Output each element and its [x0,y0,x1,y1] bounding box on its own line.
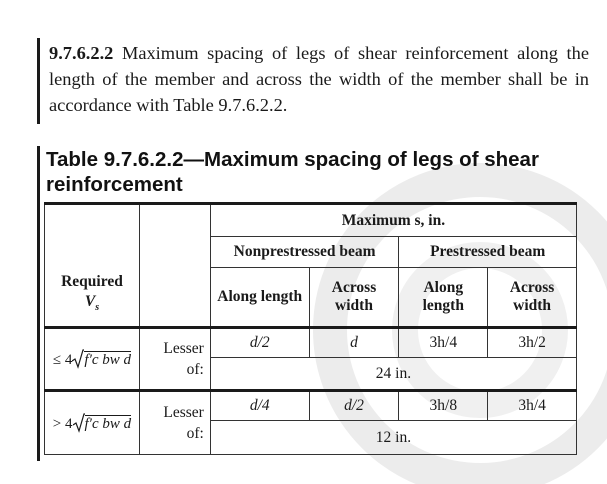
lesser-of-label-1: Lesser of: [139,328,210,391]
table-change-bar [37,146,40,461]
blank-header-cell [139,204,210,328]
condition-low-shear: ≤ 4 f′c bw d [45,328,140,391]
cell-high-pre-along: 3h/8 [399,391,488,421]
table-caption: Table 9.7.6.2.2—Maximum spacing of legs of shear reinforcement [46,148,539,196]
nonprestressed-beam-header: Nonprestressed beam [210,237,399,268]
nonprestressed-across-header: Across width [309,268,399,328]
required-vs-header [45,204,140,328]
condition-low-body: f′c bw d [84,352,132,368]
section-paragraph [49,40,589,118]
cell-high-pre-across: 3h/4 [488,391,577,421]
cell-low-nonpre-along: d/2 [210,328,309,358]
cell-low-nonpre-across: d [309,328,399,358]
condition-high-body: f′c bw d [84,416,132,432]
sqrt-icon [72,349,84,369]
prestressed-along-header: Along length [399,268,488,328]
section-number: 9.7.6.2.2 [49,43,114,63]
max-s-header: Maximum s, in. [210,204,576,237]
required-vs-symbol: $V_s$ [84,292,100,313]
cell-high-nonpre-across: d/2 [309,391,399,421]
paragraph-change-bar [37,38,40,124]
cell-high-limit: 12 in. [210,421,576,455]
prestressed-across-header: Across width [488,268,577,328]
nonprestressed-along-header: Along length [210,268,309,328]
required-label: Required [61,272,123,290]
max-spacing-table [44,202,577,455]
cell-low-pre-along: 3h/4 [399,328,488,358]
paragraph-text: Maximum spacing of legs of shear reinforcement along the length of the member and across the width of the member shall be in accordance with Table 9.7.6.2.2. [49,43,589,115]
prestressed-beam-header: Prestressed beam [399,237,577,268]
cell-low-pre-across: 3h/2 [488,328,577,358]
cell-low-limit: 24 in. [210,358,576,391]
lesser-of-label-2: Lesser of: [139,391,210,455]
condition-high-shear: > 4 f′c bw d [45,391,140,455]
sqrt-icon [73,413,85,433]
cell-high-nonpre-along: d/4 [210,391,309,421]
